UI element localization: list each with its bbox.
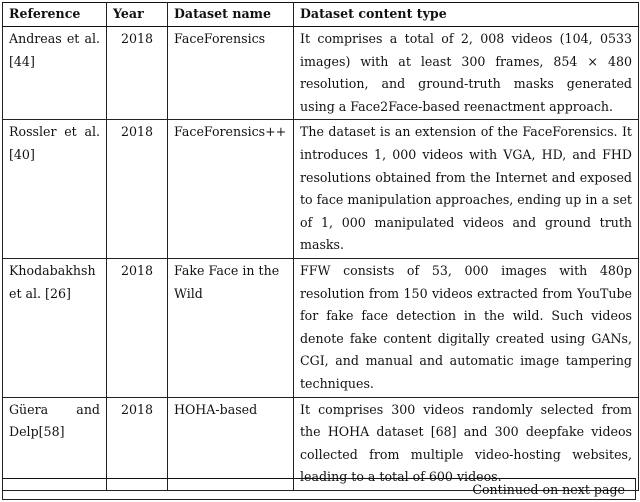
header-reference: Reference	[3, 3, 107, 27]
cell-reference: Andreas et al. [44]	[3, 27, 107, 120]
dataset-table	[2, 2, 639, 491]
table-row	[3, 397, 639, 490]
cell-dataset-name: HOHA-based	[168, 397, 294, 490]
header-content-type: Dataset content type	[294, 3, 639, 27]
header-year: Year	[107, 3, 168, 27]
cell-reference: Khodabakhsh et al. [26]	[3, 258, 107, 397]
table-row	[3, 120, 639, 259]
table-row	[3, 258, 639, 397]
dataset-table-container	[2, 2, 638, 491]
cell-content: FFW consists of 53, 000 images with 480p resolution from 150 videos extracted from YouTube for fake face detection in the wild. Such videos denote fake content digitally created using GANs, CGI, and manual and automatic image tampering techniques.	[294, 258, 639, 397]
cell-dataset-name: FaceForensics++	[168, 120, 294, 259]
table-header-row	[3, 3, 639, 27]
cell-dataset-name: Fake Face in the Wild	[168, 258, 294, 397]
cell-year: 2018	[107, 120, 168, 259]
cell-dataset-name: FaceForensics	[168, 27, 294, 120]
table-row	[3, 27, 639, 120]
cell-reference: Güera and Delp[58]	[3, 397, 107, 490]
cell-content: It comprises 300 videos randomly selected from the HOHA dataset [68] and 300 deepfake videos collected from multiple video-hosting websites, leading to a total of 600 videos.	[294, 397, 639, 490]
cell-year: 2018	[107, 27, 168, 120]
cell-content: The dataset is an extension of the FaceForensics. It introduces 1, 000 videos with VGA, HD, and FHD resolutions obtained from the Internet and exposed to face manipulation approaches, ending up in a set of 1, 000 manipulated videos and ground truth masks.	[294, 120, 639, 259]
header-dataset-name: Dataset name	[168, 3, 294, 27]
cell-year: 2018	[107, 397, 168, 490]
continued-footer: Continued on next page	[2, 478, 636, 500]
cell-content: It comprises a total of 2, 008 videos (104, 0533 images) with at least 300 frames, 854 × 480 resolution, and ground-truth masks generated using a Face2Face-based reenactment approach.	[294, 27, 639, 120]
cell-reference: Rossler et al. [40]	[3, 120, 107, 259]
cell-year: 2018	[107, 258, 168, 397]
